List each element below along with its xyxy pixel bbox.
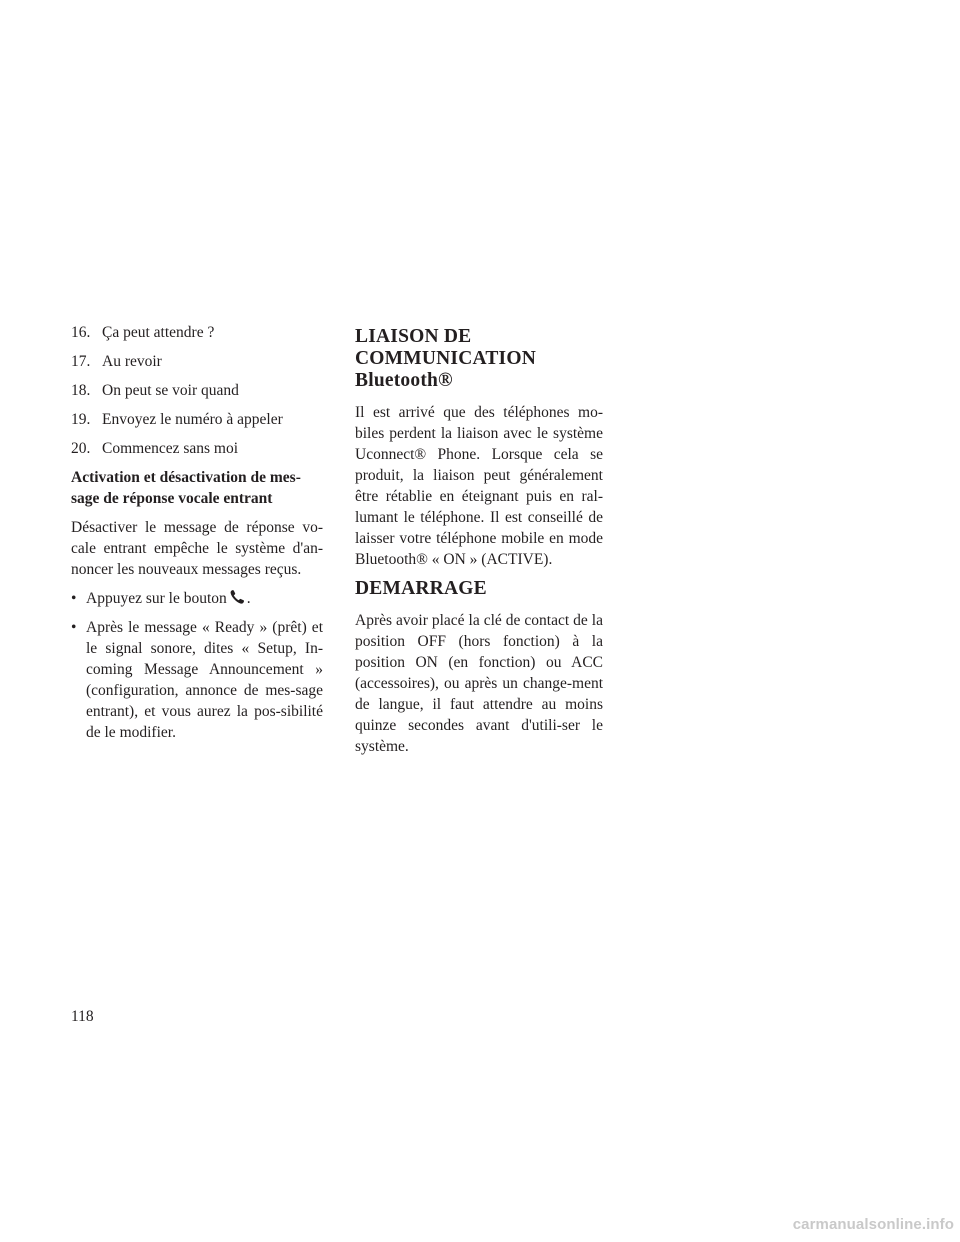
item-text: Envoyez le numéro à appeler — [102, 411, 283, 428]
watermark: carmanualsonline.info — [792, 1216, 954, 1233]
bullet-text — [86, 588, 323, 609]
section-title-line: COMMUNICATION — [355, 348, 536, 369]
item-text: On peut se voir quand — [102, 382, 239, 399]
item-text: Commencez sans moi — [102, 440, 239, 457]
bullet-text: Après le message « Ready » (prêt) et le signal sonore, dites « Setup, In-coming Message Announcement » (configuration, annonce de mes-sage entrant), et vous aurez la pos-sibilité de le modifier. — [86, 619, 323, 741]
page-number: 118 — [71, 1008, 94, 1025]
subheading-line: sage de réponse vocale entrant — [71, 490, 273, 507]
bullet-symbol: • — [71, 590, 77, 607]
section-title-line: Bluetooth® — [355, 370, 453, 391]
subheading-line: Activation et désactivation de mes- — [71, 469, 301, 486]
list-item — [71, 322, 323, 343]
phone-icon — [229, 589, 245, 605]
bullet-list — [71, 588, 323, 743]
item-number: 17. — [71, 353, 91, 370]
item-text: Ça peut attendre ? — [102, 324, 215, 341]
left-column — [71, 322, 323, 751]
bullet-text-after-icon: . — [246, 590, 251, 607]
bullet-symbol: • — [71, 619, 77, 636]
item-number: 20. — [71, 440, 91, 457]
bullet-item — [71, 588, 323, 609]
item-text: Au revoir — [102, 353, 162, 370]
list-item — [71, 380, 323, 401]
item-number: 18. — [71, 382, 91, 399]
numbered-list — [71, 322, 323, 459]
list-item — [71, 438, 323, 459]
list-item — [71, 409, 323, 430]
item-number: 16. — [71, 324, 91, 341]
body-paragraph: Désactiver le message de réponse vo-cale entrant empêche le système d'an-noncer les nouveaux messages reçus. — [71, 519, 323, 578]
list-item — [71, 351, 323, 372]
bullet-text-before-icon: Appuyez sur le bouton — [86, 590, 227, 607]
section-paragraph: Il est arrivé que des téléphones mo-biles perdent la liaison avec le système Uconnect® Phone. Lorsque cela se produit, la liaison peut généralement être rétablie en éteignant puis en ral-lumant le téléphone. Il est conseillé de laisser votre téléphone mobile en mode Bluetooth® « ON » (ACTIVE). — [355, 404, 603, 568]
section-title-liaison — [355, 326, 603, 392]
section-title-demarrage: DEMARRAGE — [355, 578, 487, 599]
subheading — [71, 467, 323, 509]
bullet-item — [71, 617, 323, 743]
item-number: 19. — [71, 411, 91, 428]
right-column — [355, 322, 603, 765]
section-paragraph: Après avoir placé la clé de contact de la position OFF (hors fonction) à la position ON (en fonction) ou ACC (accessoires), ou après un change-ment de langue, il faut attendre au moins quinze secondes avant d'utili-ser le système. — [355, 612, 603, 755]
section-title-line: LIAISON DE — [355, 326, 472, 347]
